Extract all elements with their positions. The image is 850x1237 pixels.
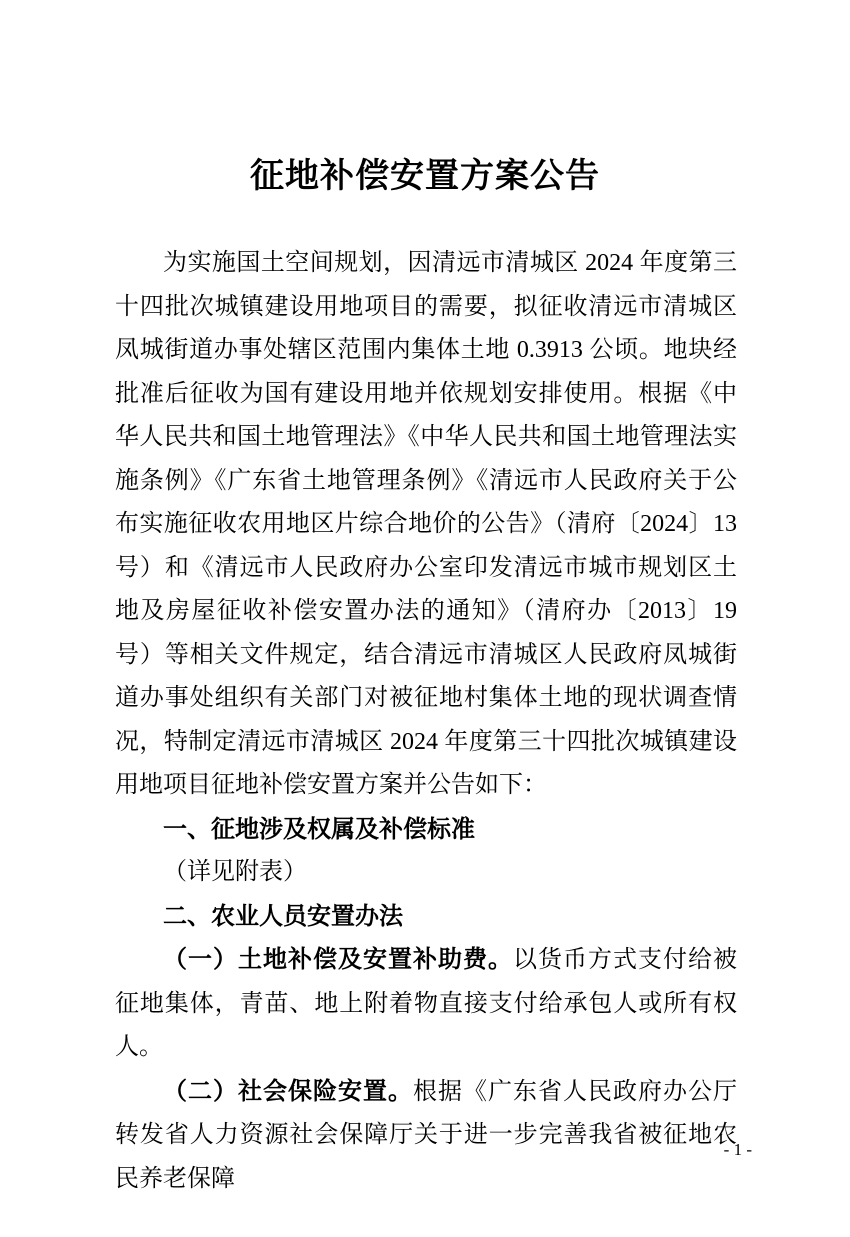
section-2-heading: 二、农业人员安置办法 [163, 902, 403, 930]
intro-paragraph: 为实施国土空间规划，因清远市清城区 2024 年度第三十四批次城镇建设用地项目的需要，拟征收清远市清城区凤城街道办事处辖区范围内集体土地 0.3913 公顷。地块经批准后征收为国有建设用地并依规划安排使用。根据《中华人民共和国土地管理法》《中华人民共和国土地管理法实施条例》《广东省土地管理条例》《清远市人民政府关于公布实施征收农用地区片综合地价的公告》（清府〔2024〕13 号）和《清远市人民政府办公室印发清远市城市规划区土地及房屋征收补偿安置办法的通知》（清府办〔2013〕19 号）等相关文件规定，结合清远市清城区人民政府凤城街道办事处组织有关部门对被征地村集体土地的现状调查情况，特制定清远市清城区 2024 年度第三十四批次城镇建设用地项目征地补偿安置方案并公告如下： [115, 250, 737, 798]
document-title: 征地补偿安置方案公告 [250, 158, 600, 195]
document-body [115, 242, 737, 1201]
attachment-note: （详见附表） [163, 859, 307, 885]
item-2-text: 根据《广东省人民政府办公厅转发省人力资源社会保障厅关于进一步完善我省被征地农民养老保障 [115, 1078, 737, 1192]
section-1-heading: 一、征地涉及权属及补偿标准 [163, 815, 475, 843]
item-2 [115, 1070, 737, 1202]
item-1-text: 以货币方式支付给被征地集体，青苗、地上附着物直接支付给承包人或所有权人。 [115, 947, 737, 1060]
item-2-bold-label: （二）社会保险安置。 [163, 1077, 413, 1105]
page-number: - 1 - [723, 1140, 752, 1159]
item-1-bold-label: （一）土地补偿及安置补助费。 [163, 946, 513, 973]
item-1 [115, 938, 737, 1070]
